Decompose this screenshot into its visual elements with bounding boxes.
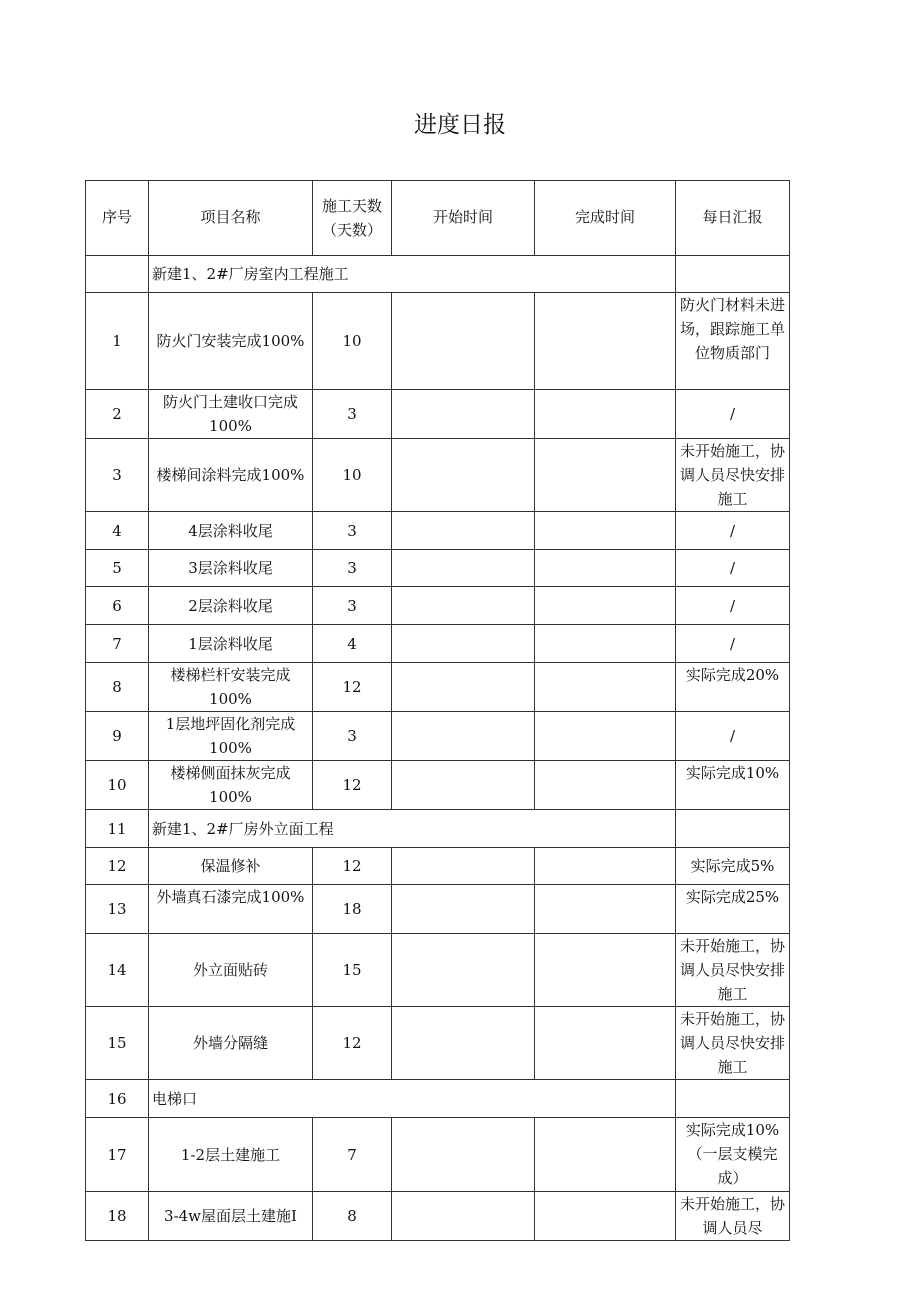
cell-report: 实际完成10% — [676, 761, 790, 810]
cell-days: 10 — [313, 439, 392, 512]
cell-seq: 12 — [86, 848, 149, 885]
cell-name: 防火门土建收口完成100% — [149, 390, 313, 439]
cell-days: 3 — [313, 587, 392, 625]
cell-seq: 11 — [86, 810, 149, 848]
cell-days: 3 — [313, 712, 392, 761]
cell-days: 12 — [313, 663, 392, 712]
cell-end — [535, 512, 676, 550]
cell-name: 3层涂料收尾 — [149, 550, 313, 587]
table-row — [86, 293, 790, 390]
cell-start — [392, 663, 535, 712]
cell-days: 8 — [313, 1192, 392, 1241]
cell-end — [535, 1192, 676, 1241]
cell-days: 12 — [313, 761, 392, 810]
cell-start — [392, 390, 535, 439]
cell-name: 楼梯栏杆安装完成100% — [149, 663, 313, 712]
table-row — [86, 761, 790, 810]
cell-end — [535, 761, 676, 810]
cell-section-name: 新建1、2#厂房外立面工程 — [149, 810, 676, 848]
cell-name: 4层涂料收尾 — [149, 512, 313, 550]
cell-report: 防火门材料未进场，跟踪施工单位物质部门 — [676, 293, 790, 390]
cell-seq: 5 — [86, 550, 149, 587]
cell-start — [392, 625, 535, 663]
cell-seq: 4 — [86, 512, 149, 550]
cell-start — [392, 512, 535, 550]
table-row — [86, 550, 790, 587]
cell-report: 未开始施工，协调人员尽快安排施工 — [676, 1007, 790, 1080]
cell-report — [676, 810, 790, 848]
cell-seq: 10 — [86, 761, 149, 810]
cell-end — [535, 293, 676, 390]
cell-seq: 7 — [86, 625, 149, 663]
cell-start — [392, 1192, 535, 1241]
table-row — [86, 885, 790, 934]
cell-seq: 1 — [86, 293, 149, 390]
table-row — [86, 587, 790, 625]
cell-end — [535, 550, 676, 587]
cell-report: 未开始施工，协调人员尽快安排施工 — [676, 934, 790, 1007]
cell-end — [535, 390, 676, 439]
cell-report: 实际完成20% — [676, 663, 790, 712]
cell-end — [535, 934, 676, 1007]
cell-report: 未开始施工，协调人员尽快安排施工 — [676, 439, 790, 512]
cell-seq: 9 — [86, 712, 149, 761]
cell-name: 外墙真石漆完成100% — [149, 885, 313, 934]
cell-days: 18 — [313, 885, 392, 934]
progress-table — [85, 180, 790, 1241]
table-row — [86, 663, 790, 712]
table-row — [86, 934, 790, 1007]
table-body — [86, 256, 790, 1241]
cell-name: 1层涂料收尾 — [149, 625, 313, 663]
section-row — [86, 810, 790, 848]
cell-start — [392, 848, 535, 885]
table-row — [86, 625, 790, 663]
cell-start — [392, 885, 535, 934]
cell-end — [535, 439, 676, 512]
cell-days: 10 — [313, 293, 392, 390]
table-row — [86, 439, 790, 512]
cell-seq: 6 — [86, 587, 149, 625]
cell-seq: 3 — [86, 439, 149, 512]
cell-name: 3-4w屋面层土建施I — [149, 1192, 313, 1241]
cell-end — [535, 848, 676, 885]
header-end: 完成时间 — [535, 181, 676, 256]
cell-start — [392, 761, 535, 810]
section-row — [86, 1080, 790, 1118]
cell-end — [535, 1118, 676, 1192]
cell-start — [392, 712, 535, 761]
cell-days: 3 — [313, 550, 392, 587]
cell-days: 3 — [313, 512, 392, 550]
table-row — [86, 1118, 790, 1192]
cell-days: 12 — [313, 1007, 392, 1080]
table-row — [86, 390, 790, 439]
cell-report: 实际完成25% — [676, 885, 790, 934]
cell-end — [535, 625, 676, 663]
cell-report: 实际完成10%（一层支模完成） — [676, 1118, 790, 1192]
cell-name: 保温修补 — [149, 848, 313, 885]
cell-start — [392, 550, 535, 587]
cell-name: 2层涂料收尾 — [149, 587, 313, 625]
cell-start — [392, 587, 535, 625]
header-start: 开始时间 — [392, 181, 535, 256]
cell-seq: 15 — [86, 1007, 149, 1080]
cell-seq: 8 — [86, 663, 149, 712]
cell-days: 3 — [313, 390, 392, 439]
cell-days: 15 — [313, 934, 392, 1007]
cell-report: 实际完成5% — [676, 848, 790, 885]
table-header-row — [86, 181, 790, 256]
cell-seq — [86, 256, 149, 293]
cell-report: / — [676, 390, 790, 439]
cell-name: 防火门安装完成100% — [149, 293, 313, 390]
cell-report — [676, 1080, 790, 1118]
cell-report: / — [676, 512, 790, 550]
cell-end — [535, 712, 676, 761]
cell-seq: 13 — [86, 885, 149, 934]
cell-seq: 16 — [86, 1080, 149, 1118]
cell-seq: 18 — [86, 1192, 149, 1241]
cell-days: 7 — [313, 1118, 392, 1192]
cell-name: 外立面贴砖 — [149, 934, 313, 1007]
page-title: 进度日报 — [414, 112, 506, 138]
table-row — [86, 512, 790, 550]
cell-start — [392, 1007, 535, 1080]
header-seq: 序号 — [86, 181, 149, 256]
cell-seq: 17 — [86, 1118, 149, 1192]
table-row — [86, 1007, 790, 1080]
cell-start — [392, 439, 535, 512]
cell-name: 楼梯侧面抹灰完成100% — [149, 761, 313, 810]
cell-report: 未开始施工，协调人员尽 — [676, 1192, 790, 1241]
header-days: 施工天数（天数） — [313, 181, 392, 256]
cell-end — [535, 885, 676, 934]
table-row — [86, 848, 790, 885]
cell-report: / — [676, 712, 790, 761]
cell-seq: 2 — [86, 390, 149, 439]
cell-end — [535, 1007, 676, 1080]
cell-report: / — [676, 550, 790, 587]
header-name: 项目名称 — [149, 181, 313, 256]
cell-report: / — [676, 587, 790, 625]
cell-section-name: 电梯口 — [149, 1080, 676, 1118]
cell-start — [392, 934, 535, 1007]
cell-name: 1层地坪固化剂完成100% — [149, 712, 313, 761]
cell-name: 1-2层土建施工 — [149, 1118, 313, 1192]
cell-report: / — [676, 625, 790, 663]
cell-name: 楼梯间涂料完成100% — [149, 439, 313, 512]
cell-report — [676, 256, 790, 293]
cell-end — [535, 663, 676, 712]
cell-start — [392, 1118, 535, 1192]
cell-seq: 14 — [86, 934, 149, 1007]
cell-days: 4 — [313, 625, 392, 663]
cell-end — [535, 587, 676, 625]
table-row — [86, 712, 790, 761]
cell-name: 外墙分隔缝 — [149, 1007, 313, 1080]
cell-days: 12 — [313, 848, 392, 885]
cell-section-name: 新建1、2#厂房室内工程施工 — [149, 256, 676, 293]
header-report: 每日汇报 — [676, 181, 790, 256]
section-row — [86, 256, 790, 293]
cell-start — [392, 293, 535, 390]
table-row — [86, 1192, 790, 1241]
